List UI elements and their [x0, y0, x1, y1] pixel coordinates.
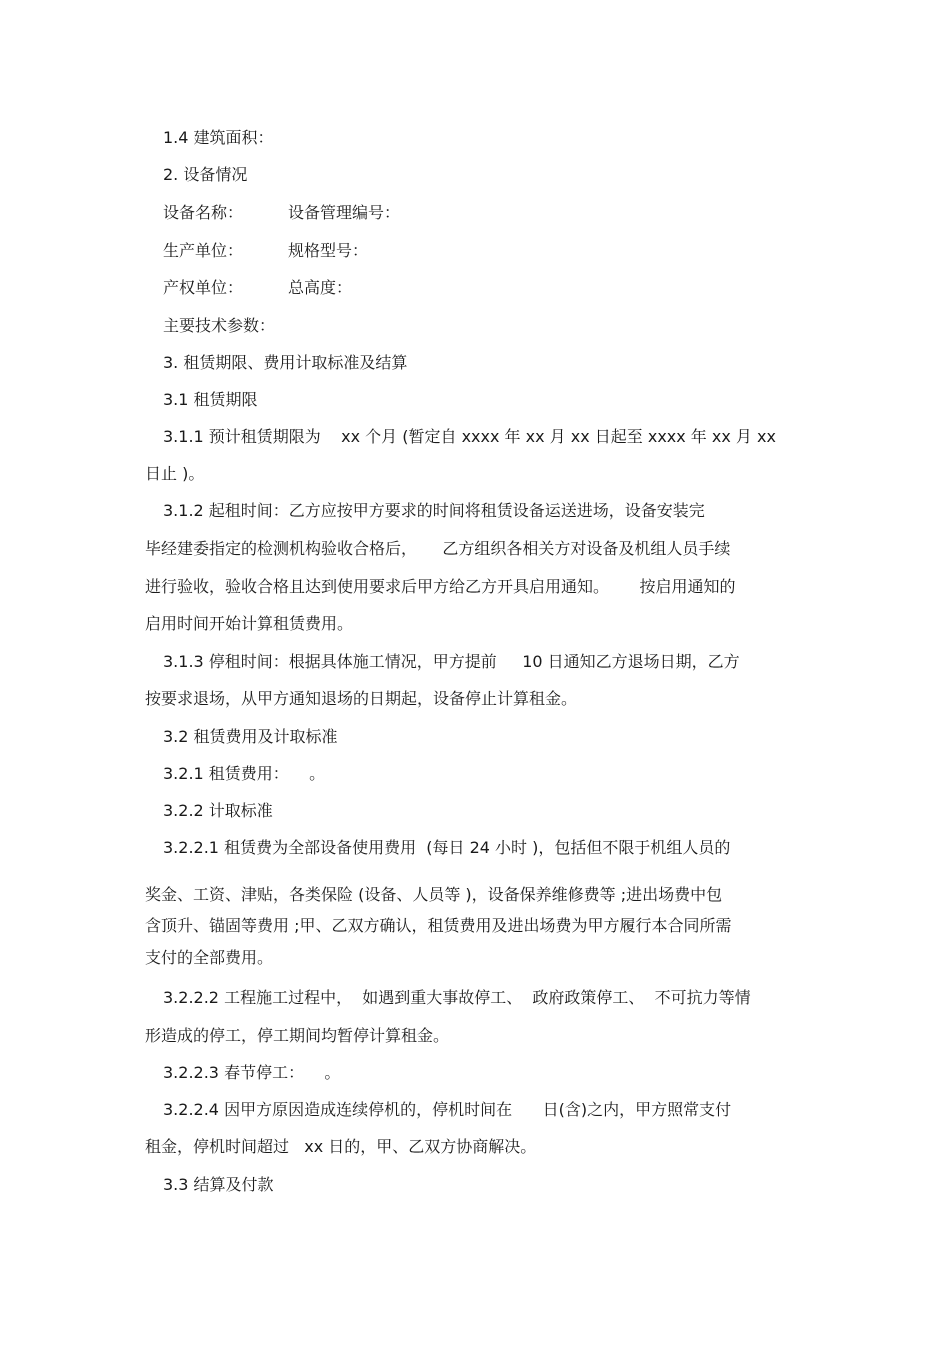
section-1-4-building-area: 1.4 建筑面积：	[163, 128, 274, 147]
section-3-1-1-line: 日止 )。	[145, 464, 205, 483]
equipment-code-label: 设备管理编号：	[288, 203, 401, 222]
section-3-2-2-4-line: 3.2.2.4 因甲方原因造成连续停机的，停机时间在 日(含)之内，甲方照常支付	[163, 1100, 732, 1119]
section-3-2-2-3: 3.2.2.3 春节停工： 。	[163, 1063, 341, 1082]
section-3-2-2-heading: 3.2.2 计取标准	[163, 801, 273, 820]
section-3-1-2-line: 启用时间开始计算租赁费用。	[145, 614, 354, 633]
section-3-1-heading: 3.1 租赁期限	[163, 390, 258, 409]
owner-label: 产权单位：	[163, 278, 244, 297]
section-3-3-heading: 3.3 结算及付款	[163, 1175, 274, 1194]
section-2-heading: 2. 设备情况	[163, 165, 248, 184]
section-3-2-2-1-line: 3.2.2.1 租赁费为全部设备使用费用 (每日 24 小时 )，包括但不限于机组人员的	[163, 838, 731, 857]
section-3-1-2-line: 进行验收，验收合格且达到使用要求后甲方给乙方开具启用通知。 按启用通知的	[145, 577, 736, 596]
section-3-2-2-2-line: 3.2.2.2 工程施工过程中， 如遇到重大事故停工、 政府政策停工、 不可抗力等情	[163, 988, 751, 1007]
section-3-1-2-line: 毕经建委指定的检测机构验收合格后， 乙方组织各相关方对设备及机组人员手续	[145, 539, 731, 558]
section-3-2-2-1-line: 奖金、工资、津贴，各类保险 (设备、人员等 )，设备保养维修费等 ;进出场费中包	[145, 885, 723, 904]
section-3-1-2-line: 3.1.2 起租时间：乙方应按甲方要求的时间将租赁设备运送进场，设备安装完	[163, 501, 705, 520]
section-3-2-1: 3.2.1 租赁费用： 。	[163, 764, 326, 783]
section-3-1-3-line: 按要求退场，从甲方通知退场的日期起，设备停止计算租金。	[145, 689, 578, 708]
section-3-2-2-1-line: 支付的全部费用。	[145, 948, 274, 967]
section-3-1-3-line: 3.1.3 停租时间：根据具体施工情况，甲方提前 10 日通知乙方退场日期，乙方	[163, 652, 740, 671]
equipment-name-label: 设备名称：	[163, 203, 244, 222]
main-tech-params: 主要技术参数：	[163, 316, 276, 335]
section-3-2-2-1-line: 含顶升、锚固等费用 ;甲、乙双方确认，租赁费用及进出场费为甲方履行本合同所需	[145, 916, 732, 935]
section-3-2-2-2-line: 形造成的停工，停工期间均暂停计算租金。	[145, 1026, 450, 1045]
model-label: 规格型号：	[288, 241, 369, 260]
total-height-label: 总高度：	[288, 278, 353, 297]
section-3-1-1-line: 3.1.1 预计租赁期限为 xx 个月 (暂定自 xxxx 年 xx 月 xx 日起至 xxxx 年 xx 月 xx	[163, 427, 776, 446]
section-3-2-heading: 3.2 租赁费用及计取标准	[163, 727, 338, 746]
section-3-heading: 3. 租赁期限、费用计取标准及结算	[163, 353, 408, 372]
section-3-2-2-4-line: 租金，停机时间超过 xx 日的，甲、乙双方协商解决。	[145, 1137, 537, 1156]
manufacturer-label: 生产单位：	[163, 241, 244, 260]
